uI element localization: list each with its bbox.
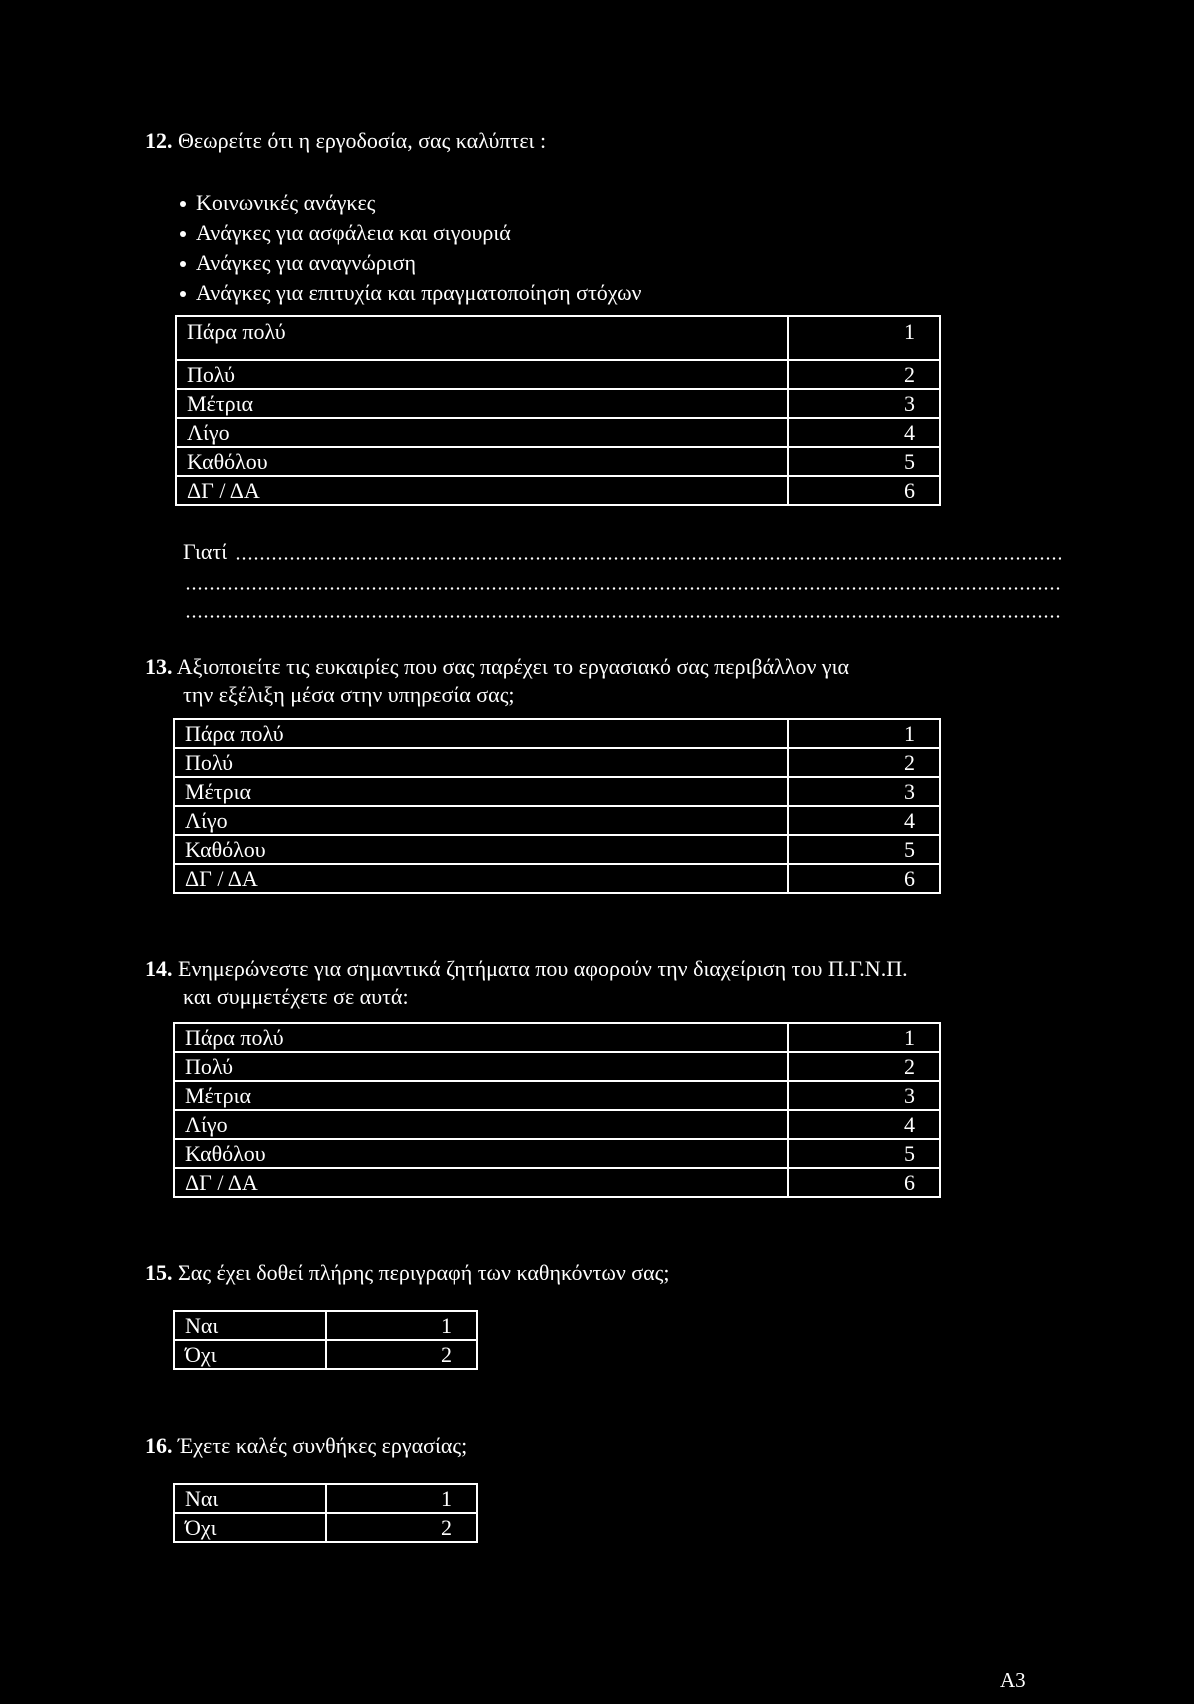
needs-list <box>180 188 642 308</box>
table-row[interactable] <box>174 1513 477 1542</box>
table-row[interactable] <box>174 1168 940 1197</box>
table-row[interactable] <box>174 1484 477 1513</box>
table-row[interactable] <box>174 777 940 806</box>
option-label: Πολύ <box>174 1052 788 1081</box>
option-value: 2 <box>788 748 940 777</box>
option-value: 6 <box>788 1168 940 1197</box>
q15-options-table <box>173 1310 478 1370</box>
option-value: 2 <box>788 1052 940 1081</box>
table-row[interactable] <box>176 316 940 360</box>
option-label: Πάρα πολύ <box>174 1023 788 1052</box>
table-row[interactable] <box>174 1340 477 1369</box>
table-row[interactable] <box>174 1052 940 1081</box>
table-row[interactable] <box>176 360 940 389</box>
option-label: Μέτρια <box>174 1081 788 1110</box>
option-label: Καθόλου <box>176 447 788 476</box>
table-row[interactable] <box>174 806 940 835</box>
option-value: 6 <box>788 864 940 893</box>
table-row[interactable] <box>176 447 940 476</box>
table-row[interactable] <box>174 835 940 864</box>
question-text: Έχετε καλές συνθήκες εργασίας; <box>178 1433 468 1458</box>
option-label: Πάρα πολύ <box>174 719 788 748</box>
option-label: Λίγο <box>176 418 788 447</box>
option-value: 3 <box>788 777 940 806</box>
answer-line[interactable] <box>185 587 1061 590</box>
q13-options-table <box>173 718 941 894</box>
list-item: Ανάγκες για αναγνώριση <box>180 248 642 278</box>
option-value: 1 <box>788 1023 940 1052</box>
table-row[interactable] <box>174 719 940 748</box>
option-label: Καθόλου <box>174 1139 788 1168</box>
question-number: 15. <box>145 1260 173 1285</box>
table-row[interactable] <box>174 1081 940 1110</box>
question-text: Θεωρείτε ότι η εργοδοσία, σας καλύπτει : <box>178 128 547 153</box>
option-label: Λίγο <box>174 806 788 835</box>
table-row[interactable] <box>174 1311 477 1340</box>
question-text: Σας έχει δοθεί πλήρης περιγραφή των καθηκόντων σας; <box>178 1260 670 1285</box>
question-16 <box>145 1435 467 1457</box>
option-label: Μέτρια <box>174 777 788 806</box>
question-text: Ενημερώνεστε για σημαντικά ζητήματα που αφορούν την διαχείριση του Π.Γ.Ν.Π. <box>178 956 908 981</box>
why-label: Γιατί <box>183 539 228 564</box>
q14-options-table <box>173 1022 941 1198</box>
option-value: 4 <box>788 418 940 447</box>
option-value: 5 <box>788 1139 940 1168</box>
option-label: ΔΓ / ΔΑ <box>174 1168 788 1197</box>
table-row[interactable] <box>174 1110 940 1139</box>
question-15 <box>145 1262 669 1284</box>
option-label: ΔΓ / ΔΑ <box>176 476 788 505</box>
option-value: 1 <box>326 1484 477 1513</box>
option-label: Λίγο <box>174 1110 788 1139</box>
question-14 <box>145 958 908 980</box>
table-row[interactable] <box>176 389 940 418</box>
table-row[interactable] <box>174 1023 940 1052</box>
question-12 <box>145 130 546 152</box>
option-value: 2 <box>326 1340 477 1369</box>
option-value: 1 <box>326 1311 477 1340</box>
option-value: 2 <box>326 1513 477 1542</box>
option-value: 5 <box>788 447 940 476</box>
option-label: Ναι <box>174 1484 326 1513</box>
option-value: 6 <box>788 476 940 505</box>
option-value: 1 <box>788 719 940 748</box>
option-value: 1 <box>788 316 940 360</box>
option-value: 4 <box>788 1110 940 1139</box>
option-value: 4 <box>788 806 940 835</box>
answer-line[interactable] <box>235 557 1061 560</box>
answer-line[interactable] <box>185 615 1061 618</box>
option-value: 3 <box>788 389 940 418</box>
question-13 <box>145 656 849 678</box>
q12-options-table <box>175 315 941 506</box>
list-item: Ανάγκες για επιτυχία και πραγματοποίηση στόχων <box>180 278 642 308</box>
page-label: A3 <box>1000 1668 1026 1692</box>
option-label: Πολύ <box>176 360 788 389</box>
q16-options-table <box>173 1483 478 1543</box>
table-row[interactable] <box>174 748 940 777</box>
option-label: Όχι <box>174 1340 326 1369</box>
option-label: Πάρα πολύ <box>176 316 788 360</box>
option-value: 5 <box>788 835 940 864</box>
list-item: Ανάγκες για ασφάλεια και σιγουριά <box>180 218 642 248</box>
question-number: 12. <box>145 128 173 153</box>
option-label: Καθόλου <box>174 835 788 864</box>
table-row[interactable] <box>176 418 940 447</box>
option-label: ΔΓ / ΔΑ <box>174 864 788 893</box>
option-value: 3 <box>788 1081 940 1110</box>
question-text: Αξιοποιείτε τις ευκαιρίες που σας παρέχει το εργασιακό σας περιβάλλον για <box>176 654 850 679</box>
question-number: 14. <box>145 956 173 981</box>
question-text-cont: και συμμετέχετε σε αυτά: <box>183 984 409 1009</box>
list-item: Κοινωνικές ανάγκες <box>180 188 642 218</box>
option-label: Μέτρια <box>176 389 788 418</box>
option-label: Όχι <box>174 1513 326 1542</box>
table-row[interactable] <box>176 476 940 505</box>
question-number: 13. <box>145 654 173 679</box>
option-value: 2 <box>788 360 940 389</box>
option-label: Πολύ <box>174 748 788 777</box>
table-row[interactable] <box>174 1139 940 1168</box>
option-label: Ναι <box>174 1311 326 1340</box>
question-text-cont: την εξέλιξη μέσα στην υπηρεσία σας; <box>183 682 515 707</box>
question-number: 16. <box>145 1433 173 1458</box>
table-row[interactable] <box>174 864 940 893</box>
